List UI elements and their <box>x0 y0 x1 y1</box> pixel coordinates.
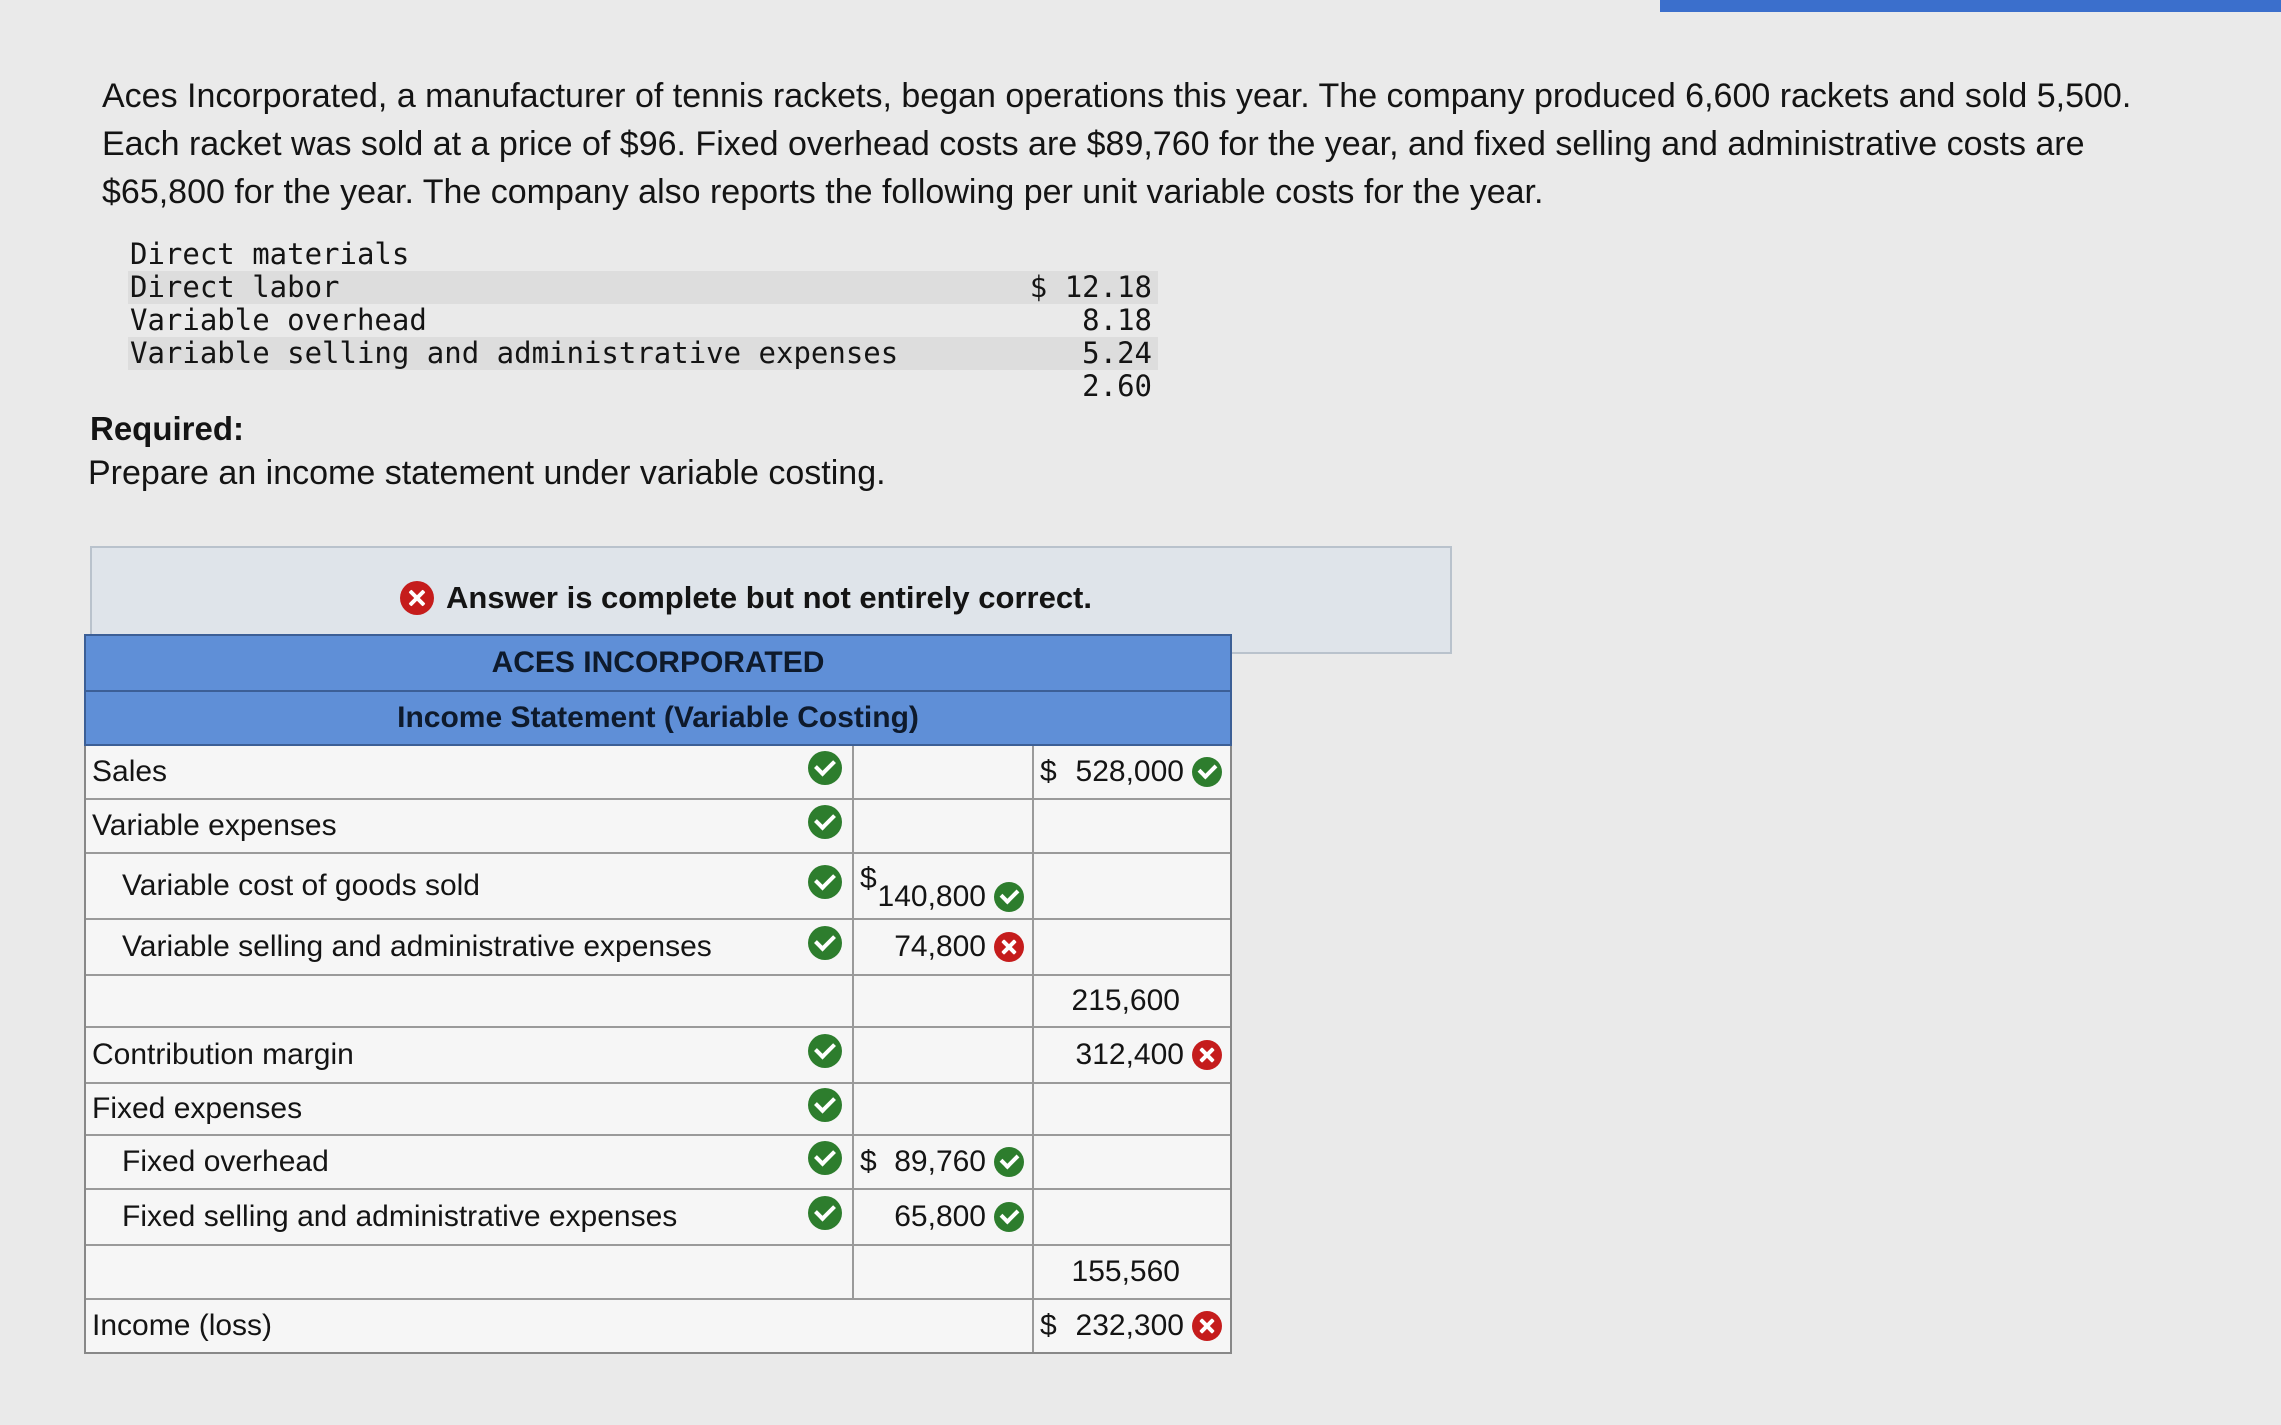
amount-cell[interactable] <box>852 746 1032 798</box>
row-label: Fixed selling and administrative expenses <box>122 1200 678 1233</box>
dollar-sign: $ <box>860 862 877 895</box>
row-variable-cogs <box>86 854 1230 920</box>
total-cell[interactable] <box>1032 1300 1230 1352</box>
total-cell[interactable] <box>1032 1190 1230 1244</box>
check-icon <box>1192 757 1222 787</box>
row-label: Sales <box>92 755 168 788</box>
label-cell[interactable] <box>86 854 852 918</box>
total-cell[interactable] <box>1032 746 1230 798</box>
total-cell[interactable] <box>1032 854 1230 918</box>
amount-value: 89,760 <box>894 1145 986 1178</box>
row-fixed-overhead <box>86 1136 1230 1190</box>
statement-header <box>84 634 1232 746</box>
income-statement <box>84 634 1232 1354</box>
amount-cell[interactable] <box>852 1190 1032 1244</box>
row-label: Variable expenses <box>92 809 337 842</box>
amount-value: 74,800 <box>894 930 986 963</box>
check-icon <box>808 1088 842 1122</box>
label-cell[interactable] <box>86 800 852 852</box>
cost-value: 2.60 <box>1082 369 1152 403</box>
dollar-sign: $ <box>1040 1309 1057 1342</box>
amount-cell[interactable] <box>852 920 1032 974</box>
check-icon <box>808 1034 842 1068</box>
total-cell[interactable] <box>1032 976 1230 1026</box>
check-icon <box>994 1147 1024 1177</box>
row-variable-sga <box>86 920 1230 976</box>
check-icon <box>808 751 842 785</box>
total-cell[interactable] <box>1032 920 1230 974</box>
row-label: Fixed expenses <box>92 1092 303 1125</box>
label-cell[interactable] <box>86 1136 852 1188</box>
x-circle-icon <box>994 932 1024 962</box>
total-cell[interactable] <box>1032 1084 1230 1134</box>
total-cell[interactable] <box>1032 800 1230 852</box>
label-cell[interactable] <box>86 1246 852 1298</box>
amount-cell[interactable] <box>852 854 1032 918</box>
label-cell[interactable] <box>86 920 852 974</box>
row-contribution-margin <box>86 1028 1230 1084</box>
total-value: 155,560 <box>1071 1255 1180 1288</box>
banner-text: Answer is complete but not entirely correct. <box>446 580 1092 615</box>
cost-name: Variable selling and administrative expenses <box>130 336 899 370</box>
amount-cell[interactable] <box>852 1246 1032 1298</box>
row-fixed-total <box>86 1246 1230 1300</box>
cost-row-direct-labor <box>128 271 1158 304</box>
row-label: Contribution margin <box>92 1038 354 1071</box>
amount-cell[interactable] <box>852 800 1032 852</box>
check-icon <box>808 865 842 899</box>
row-sales <box>86 746 1230 800</box>
x-circle-icon <box>1192 1040 1222 1070</box>
total-value: 528,000 <box>1075 755 1184 788</box>
total-cell[interactable] <box>1032 1136 1230 1188</box>
cost-row-variable-overhead <box>128 304 1158 337</box>
row-label: Variable selling and administrative expenses <box>122 930 712 963</box>
required-label: Required: <box>90 410 245 447</box>
statement-title: Income Statement (Variable Costing) <box>397 701 919 734</box>
top-accent-bar <box>1660 0 2281 12</box>
check-icon <box>808 926 842 960</box>
row-label: Variable cost of goods sold <box>122 869 480 902</box>
row-label: Income (loss) <box>92 1309 273 1342</box>
amount-value: 65,800 <box>894 1200 986 1233</box>
row-label: Fixed overhead <box>122 1145 329 1178</box>
cost-value: $ 12.18 <box>1029 270 1152 304</box>
check-icon <box>994 1202 1024 1232</box>
label-cell[interactable] <box>86 746 852 798</box>
company-name: ACES INCORPORATED <box>86 636 1230 692</box>
label-cell[interactable] <box>86 1300 1032 1352</box>
dollar-sign: $ <box>860 1145 877 1178</box>
row-variable-total <box>86 976 1230 1028</box>
total-cell[interactable] <box>1032 1028 1230 1082</box>
required-text: Prepare an income statement under variable costing. <box>88 454 886 492</box>
label-cell[interactable] <box>86 1028 852 1082</box>
total-value: 232,300 <box>1075 1309 1184 1342</box>
dollar-sign: $ <box>1040 755 1057 788</box>
problem-text: Aces Incorporated, a manufacturer of tennis rackets, began operations this year. The company produced 6,600 rackets and sold 5,500. Each racket was sold at a price of $96. Fixed overhead costs are $89,760 for the year, and fixed selling and administrative costs are $65,800 for the year. The company also reports the following per unit variable costs for the year. <box>102 77 2132 211</box>
x-circle-icon <box>400 581 434 615</box>
row-fixed-sga <box>86 1190 1230 1246</box>
statement-body <box>84 746 1232 1354</box>
cost-row-direct-materials <box>128 238 1158 271</box>
check-icon <box>994 882 1024 912</box>
cost-row-last-value <box>128 370 1158 403</box>
amount-cell[interactable] <box>852 976 1032 1026</box>
label-cell[interactable] <box>86 976 852 1026</box>
unit-costs-table <box>128 238 1158 403</box>
cost-row-variable-sga <box>128 337 1158 370</box>
total-cell[interactable] <box>1032 1246 1230 1298</box>
cost-value: 5.24 <box>1082 336 1152 370</box>
label-cell[interactable] <box>86 1190 852 1244</box>
cost-name: Variable overhead <box>130 303 427 337</box>
amount-value: 140,800 <box>877 880 986 913</box>
row-fixed-expenses <box>86 1084 1230 1136</box>
row-income <box>86 1300 1230 1352</box>
cost-name: Direct labor <box>130 270 340 304</box>
check-icon <box>808 1196 842 1230</box>
label-cell[interactable] <box>86 1084 852 1134</box>
total-value: 312,400 <box>1075 1038 1184 1071</box>
row-variable-expenses <box>86 800 1230 854</box>
cost-value: 8.18 <box>1082 303 1152 337</box>
amount-cell[interactable] <box>852 1136 1032 1188</box>
total-value: 215,600 <box>1071 984 1180 1017</box>
check-icon <box>808 805 842 839</box>
amount-cell[interactable] <box>852 1028 1032 1082</box>
x-circle-icon <box>1192 1311 1222 1341</box>
banner-content <box>400 580 1092 616</box>
cost-name: Direct materials <box>130 237 410 271</box>
amount-cell[interactable] <box>852 1084 1032 1134</box>
check-icon <box>808 1141 842 1175</box>
